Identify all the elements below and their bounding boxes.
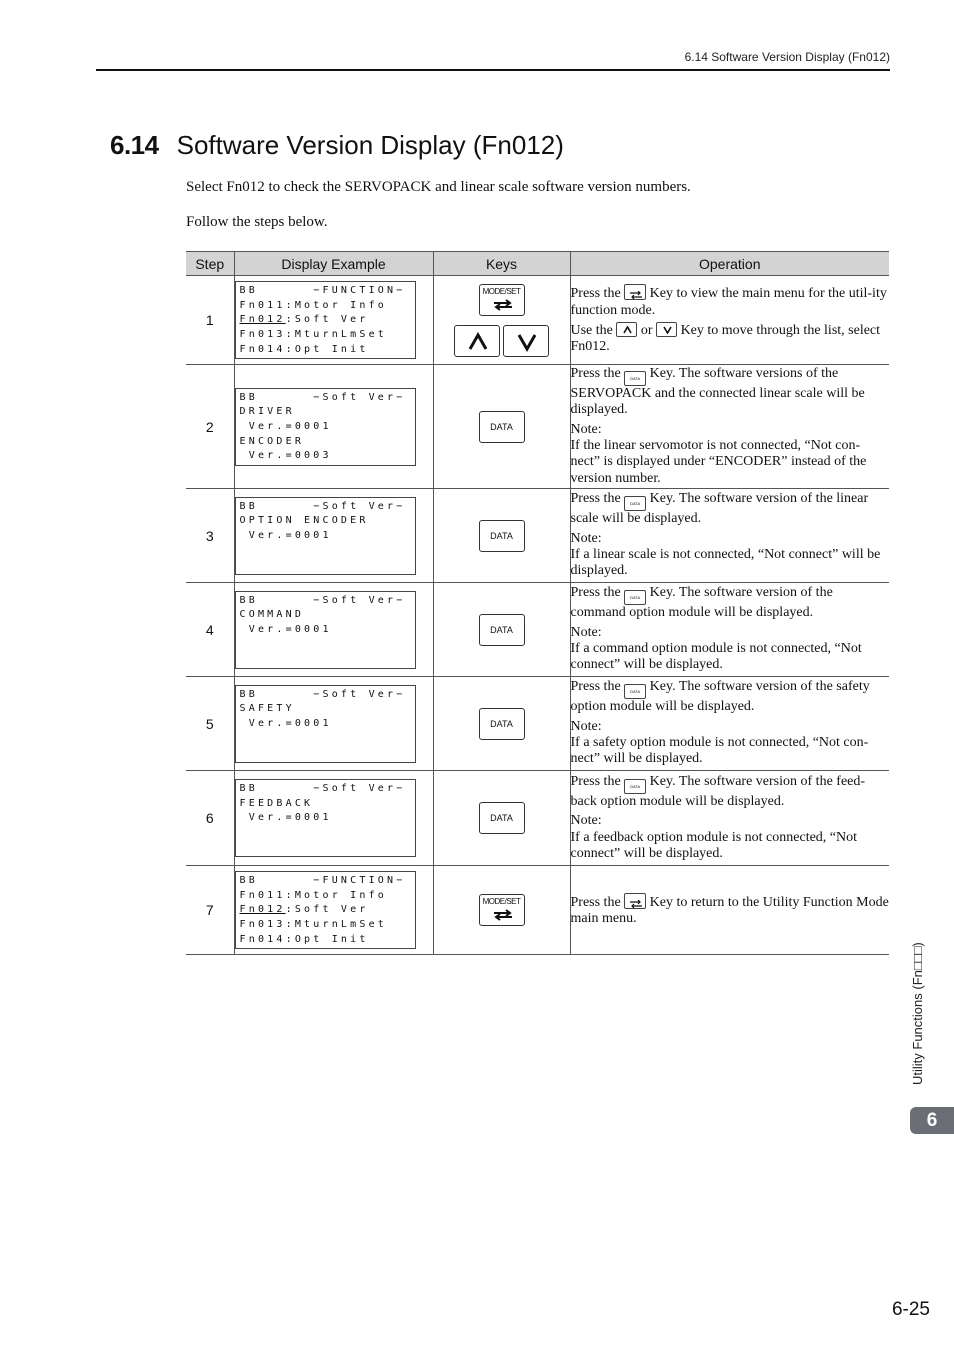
keys-cell <box>433 866 570 955</box>
header-rule <box>96 69 890 71</box>
operation-text-segment: Press the <box>570 894 621 910</box>
operation-text <box>571 491 890 527</box>
mode-set-key-label: MODE/SET <box>482 286 521 296</box>
operation-cell <box>570 771 889 866</box>
lcd-line: Ver.=0001 <box>239 623 332 635</box>
column-header-display-example: Display Example <box>234 252 433 276</box>
lcd-display <box>235 779 416 857</box>
lcd-line: SAFETY <box>239 703 295 715</box>
lcd-line: BB −Soft Ver− <box>239 500 406 512</box>
lcd-cursor-text: Fn012 <box>239 904 286 916</box>
operation-text-segment: Press the <box>570 491 621 507</box>
display-example-cell <box>234 677 433 771</box>
lcd-line: BB −Soft Ver− <box>239 783 406 794</box>
note-label: Note: <box>570 530 602 546</box>
lcd-line: COMMAND <box>239 609 305 621</box>
table-row <box>186 677 889 771</box>
lcd-line: DRIVER <box>239 406 295 418</box>
data-key[interactable]: DATA <box>479 802 525 834</box>
operation-text-segment: Key. The software version of the linear scale will be displayed. <box>570 491 869 527</box>
lcd-line: BB −Soft Ver− <box>239 688 406 700</box>
display-example-cell <box>234 771 433 866</box>
lcd-line: Fn012:Soft Ver <box>239 904 369 916</box>
inline-data-key-icon: DATA <box>624 496 646 511</box>
operation-text-segment: Press the <box>570 366 621 382</box>
intro-paragraph: Select Fn012 to check the SERVOPACK and linear scale software version numbers. <box>186 179 691 195</box>
operation-cell <box>570 489 889 583</box>
operation-text <box>571 893 890 928</box>
lcd-line: Fn011:Motor Info <box>239 299 388 311</box>
operation-text <box>571 774 890 810</box>
note-text: If a command option module is not connected, “Not connect” will be displayed. <box>570 641 862 673</box>
operation-text-segment: Press the <box>570 679 621 695</box>
operation-text-segment: or <box>640 323 653 338</box>
operation-text-segment: Press the <box>570 773 621 789</box>
lcd-line: Fn012:Soft Ver <box>239 314 369 326</box>
note-label: Note: <box>570 624 602 640</box>
mode-set-key[interactable] <box>479 894 525 926</box>
operation-cell <box>570 866 889 955</box>
table-row <box>186 866 889 955</box>
arrow-keys-row <box>434 325 570 357</box>
display-example-cell <box>234 489 433 583</box>
note-label: Note: <box>570 813 602 829</box>
keys-cell <box>433 489 570 583</box>
inline-data-key-icon: DATA <box>624 371 646 386</box>
operation-text-segment: Press the <box>570 286 621 302</box>
display-example-cell <box>234 365 433 489</box>
operation-text-segment: Key to move through the list, select Fn012. <box>570 323 881 355</box>
running-header: 6.14 Software Version Display (Fn012) <box>684 50 890 64</box>
section-title-text: Software Version Display (Fn012) <box>176 130 564 160</box>
step-number: 3 <box>186 489 234 583</box>
lcd-line: Fn013:MturnLmSet <box>239 329 388 341</box>
follow-steps-paragraph: Follow the steps below. <box>186 214 328 230</box>
operation-text <box>571 322 890 356</box>
keys-cell <box>433 771 570 866</box>
lcd-line: Ver.=0001 <box>239 529 332 541</box>
inline-data-key-icon: DATA <box>624 590 646 605</box>
operation-text <box>571 284 890 319</box>
column-header-operation: Operation <box>570 252 889 276</box>
note-text: If a feedback option module is not connected, “Not connect” will be displayed. <box>570 829 858 861</box>
table-row <box>186 365 889 489</box>
step-number: 7 <box>186 866 234 955</box>
lcd-line: BB −Soft Ver− <box>239 391 406 403</box>
inline-mode-set-key-icon <box>624 893 646 909</box>
data-key[interactable]: DATA <box>479 614 525 646</box>
lcd-line: BB −FUNCTION− <box>239 285 406 296</box>
operation-text-segment: Key. The software version of the feed-back option module will be displayed. <box>570 773 866 809</box>
section-number: 6.14 <box>110 130 159 160</box>
inline-data-key-icon: DATA <box>624 779 646 794</box>
mode-set-key-label: MODE/SET <box>482 897 521 906</box>
operation-text <box>571 585 890 621</box>
lcd-line: FEEDBACK <box>239 797 314 809</box>
mode-set-key-icon <box>492 298 514 311</box>
note-text: If the linear servomotor is not connected, “Not con-nect” is displayed under “ENCODER” instead of the version number. <box>570 438 867 486</box>
steps-table <box>186 251 889 955</box>
operation-text-segment: Key. The software version of the command option module will be displayed. <box>570 585 833 621</box>
lcd-line: Ver.=0001 <box>239 812 332 824</box>
display-example-cell <box>234 866 433 955</box>
operation-text-segment: Use the <box>570 323 613 338</box>
lcd-line: Fn014:Opt Init <box>239 933 369 945</box>
operation-cell <box>570 583 889 677</box>
lcd-display <box>235 388 416 466</box>
chapter-tab: 6 <box>910 1107 954 1134</box>
lcd-line: Ver.=0003 <box>239 450 332 462</box>
up-arrow-key-icon <box>467 332 489 352</box>
keys-cell <box>433 276 570 365</box>
lcd-line: ENCODER <box>239 435 305 447</box>
inline-down-arrow-key-icon <box>656 322 677 337</box>
keys-cell <box>433 583 570 677</box>
table-row <box>186 489 889 583</box>
operation-text-segment: Press the <box>570 585 621 601</box>
operation-cell <box>570 276 889 365</box>
operation-text <box>571 679 890 715</box>
lcd-cursor-text: Fn012 <box>239 314 286 326</box>
up-arrow-key[interactable] <box>454 325 500 357</box>
data-key[interactable]: DATA <box>479 411 525 443</box>
page-number: 6-25 <box>891 1299 930 1320</box>
inline-up-arrow-key-icon <box>616 322 637 337</box>
keys-cell <box>433 365 570 489</box>
note-text: If a safety option module is not connected, “Not con-nect” will be displayed. <box>570 735 869 767</box>
data-key[interactable]: DATA <box>479 520 525 552</box>
lcd-line: Fn013:MturnLmSet <box>239 919 388 931</box>
note-label: Note: <box>570 718 602 734</box>
operation-text-segment: Key. The software version of the safety option module will be displayed. <box>570 679 870 715</box>
operation-text <box>571 366 890 419</box>
mode-set-key[interactable] <box>479 284 525 316</box>
step-number: 4 <box>186 583 234 677</box>
step-number: 5 <box>186 677 234 771</box>
operation-text-segment: Key to return to the Utility Function Mode main menu. <box>570 894 889 926</box>
column-header-step: Step <box>186 252 234 276</box>
mode-set-key-icon <box>492 908 514 921</box>
table-header-row <box>186 252 889 276</box>
note-text: If a linear scale is not connected, “Not connect” will be displayed. <box>570 547 881 579</box>
step-number: 1 <box>186 276 234 365</box>
chapter-side-label: Utility Functions (Fn□□□) <box>910 942 925 1085</box>
display-example-cell <box>234 276 433 365</box>
inline-data-key-icon: DATA <box>624 684 646 699</box>
lcd-line: Ver.=0001 <box>239 420 332 432</box>
lcd-line: Fn014:Opt Init <box>239 343 369 355</box>
down-arrow-key-icon <box>516 332 538 352</box>
operation-text-segment: Key to view the main menu for the util-ity function mode. <box>570 286 887 318</box>
table-row <box>186 771 889 866</box>
lcd-display <box>235 591 416 669</box>
data-key[interactable]: DATA <box>479 708 525 740</box>
note-label: Note: <box>570 421 602 437</box>
keys-cell <box>433 677 570 771</box>
lcd-line: Ver.=0001 <box>239 717 332 729</box>
lcd-display <box>235 497 416 575</box>
lcd-display <box>235 685 416 763</box>
operation-cell <box>570 365 889 489</box>
column-header-keys: Keys <box>433 252 570 276</box>
step-number: 2 <box>186 365 234 489</box>
table-row <box>186 583 889 677</box>
lcd-display <box>235 281 416 359</box>
lcd-line: BB −Soft Ver− <box>239 594 406 606</box>
operation-text-segment: Key. The software versions of the SERVOPACK and the connected linear scale will be displayed. <box>570 366 865 418</box>
lcd-display <box>235 871 416 949</box>
table-row <box>186 276 889 365</box>
step-number: 6 <box>186 771 234 866</box>
section-title <box>110 130 564 161</box>
inline-mode-set-key-icon <box>624 284 646 300</box>
down-arrow-key[interactable] <box>503 325 549 357</box>
display-example-cell <box>234 583 433 677</box>
operation-cell <box>570 677 889 771</box>
lcd-line: BB −FUNCTION− <box>239 875 406 886</box>
lcd-line: OPTION ENCODER <box>239 515 369 527</box>
lcd-line: Fn011:Motor Info <box>239 889 388 901</box>
